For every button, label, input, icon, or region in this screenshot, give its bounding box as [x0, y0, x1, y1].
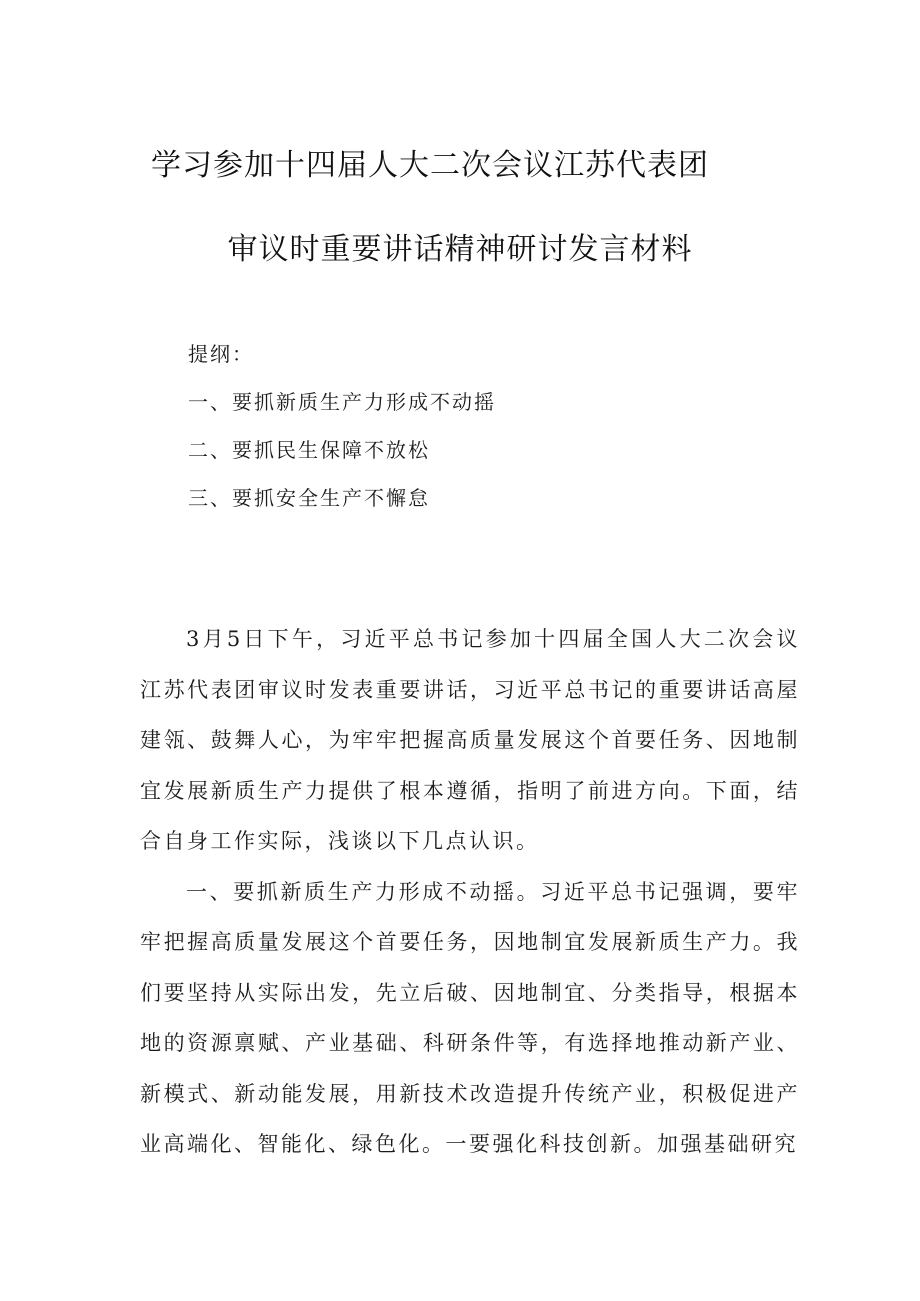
body-paragraph-intro: 3月5日下午，习近平总书记参加十四届全国人大二次会议江苏代表团审议时发表重要讲话，习近平总书记的重要讲话高屋建瓴、鼓舞人心，为牢牢把握高质量发展这个首要任务、因地制宜发展新质生产力提供了根本遵循，指明了前进方向。下面，结合自身工作实际，浅谈以下几点认识。 [140, 627, 800, 853]
outline-heading: 提纲： [188, 342, 254, 366]
body-text [140, 614, 800, 1170]
document-title-line-1: 学习参加十四届人大二次会议江苏代表团 [151, 148, 709, 183]
outline-item-3: 三、要抓安全生产不懈怠 [188, 486, 430, 510]
outline-item-2: 二、要抓民生保障不放松 [188, 438, 430, 462]
document-title-line-2: 审议时重要讲话精神研讨发言材料 [227, 232, 693, 267]
outline-section [188, 330, 496, 522]
outline-item-1: 一、要抓新质生产力形成不动摇 [188, 390, 496, 414]
body-paragraph-section-1: 一、要抓新质生产力形成不动摇。习近平总书记强调，要牢牢把握高质量发展这个首要任务，因地制宜发展新质生产力。我们要坚持从实际出发，先立后破、因地制宜、分类指导，根据本地的资源禀赋、产业基础、科研条件等，有选择地推动新产业、新模式、新动能发展，用新技术改造提升传统产业，积极促进产业高端化、智能化、绿色化。一要强化科技创新。加强基础研究 [140, 879, 800, 1156]
